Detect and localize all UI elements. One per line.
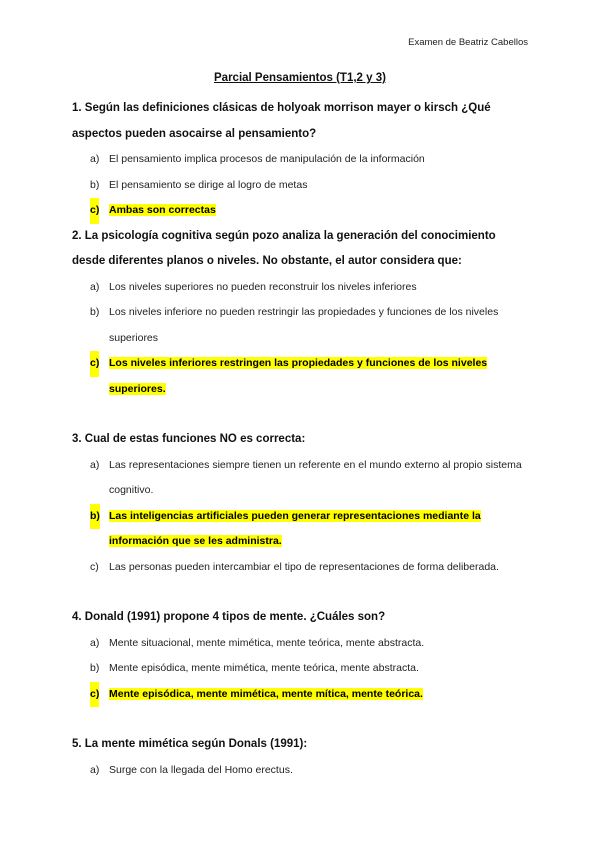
question-4 [72, 605, 532, 707]
option-text: El pensamiento se dirige al logro de metas [109, 178, 308, 191]
option-text: Las personas pueden intercambiar el tipo de representaciones de forma deliberada. [109, 560, 499, 573]
question-text: 4. Donald (1991) propone 4 tipos de mente. ¿Cuáles son? [72, 611, 386, 623]
option-b-correct [72, 504, 532, 555]
option-text: Surge con la llegada del Homo erectus. [109, 763, 293, 776]
option-text: Las representaciones siempre tienen un referente en el mundo externo al propio sistema cognitivo. [109, 458, 522, 496]
option-c [72, 555, 532, 581]
option-a [72, 758, 532, 784]
question-text: 5. La mente mimética según Donals (1991): [72, 738, 308, 750]
option-c-correct [72, 351, 532, 402]
option-text-highlighted: Ambas son correctas [109, 204, 216, 216]
question-2 [72, 224, 532, 403]
option-text: Mente situacional, mente mimética, mente teórica, mente abstracta. [109, 636, 425, 649]
option-text-highlighted: Mente episódica, mente mimética, mente mítica, mente teórica. [109, 687, 423, 700]
question-1 [72, 96, 532, 224]
option-c-correct [72, 682, 532, 708]
option-letter: b) [90, 306, 100, 318]
option-b [72, 656, 532, 682]
option-text-highlighted: Los niveles inferiores restringen las propiedades y funciones de los niveles superiores. [109, 357, 488, 395]
option-letter: b) [90, 504, 100, 530]
page-header: Examen de Beatriz Cabellos [408, 37, 528, 48]
option-letter: c) [90, 560, 99, 573]
option-a [72, 275, 532, 301]
option-letter: a) [90, 280, 100, 293]
option-letter: c) [90, 682, 99, 708]
option-text-highlighted: Las inteligencias artificiales pueden generar representaciones mediante la información que se les administra. [109, 509, 481, 547]
option-letter: c) [90, 351, 99, 377]
option-b [72, 173, 532, 199]
spacer [72, 402, 532, 427]
option-letter: a) [90, 458, 100, 471]
option-text: Los niveles superiores no pueden reconstruir los niveles inferiores [109, 280, 417, 293]
question-3 [72, 427, 532, 580]
exam-content [72, 96, 532, 783]
option-b [72, 300, 532, 351]
option-c-correct [72, 198, 532, 224]
question-text: 3. Cual de estas funciones NO es correcta: [72, 433, 306, 445]
option-text: Mente episódica, mente mimética, mente teórica, mente abstracta. [109, 662, 419, 674]
question-5 [72, 732, 532, 783]
option-letter: a) [90, 153, 100, 165]
question-text: 2. La psicología cognitiva según pozo analiza la generación del conocimiento desde diferentes planos o niveles. No obstante, el autor considera que: [72, 229, 496, 267]
option-letter: b) [90, 662, 100, 674]
spacer [72, 707, 532, 732]
option-letter: b) [90, 178, 100, 191]
option-letter: a) [90, 763, 100, 776]
option-a [72, 147, 532, 173]
page-title: Parcial Pensamientos (T1,2 y 3) [214, 72, 386, 84]
option-text: Los niveles inferiore no pueden restringir las propiedades y funciones de los niveles superiores [109, 306, 499, 344]
option-text: El pensamiento implica procesos de manipulación de la información [109, 153, 425, 165]
option-a [72, 631, 532, 657]
spacer [72, 580, 532, 605]
option-letter: a) [90, 636, 100, 649]
option-a [72, 453, 532, 504]
option-letter: c) [90, 198, 99, 224]
question-text: 1. Según las definiciones clásicas de holyoak morrison mayer o kirsch ¿Qué aspectos pueden asocairse al pensamiento? [72, 102, 491, 140]
